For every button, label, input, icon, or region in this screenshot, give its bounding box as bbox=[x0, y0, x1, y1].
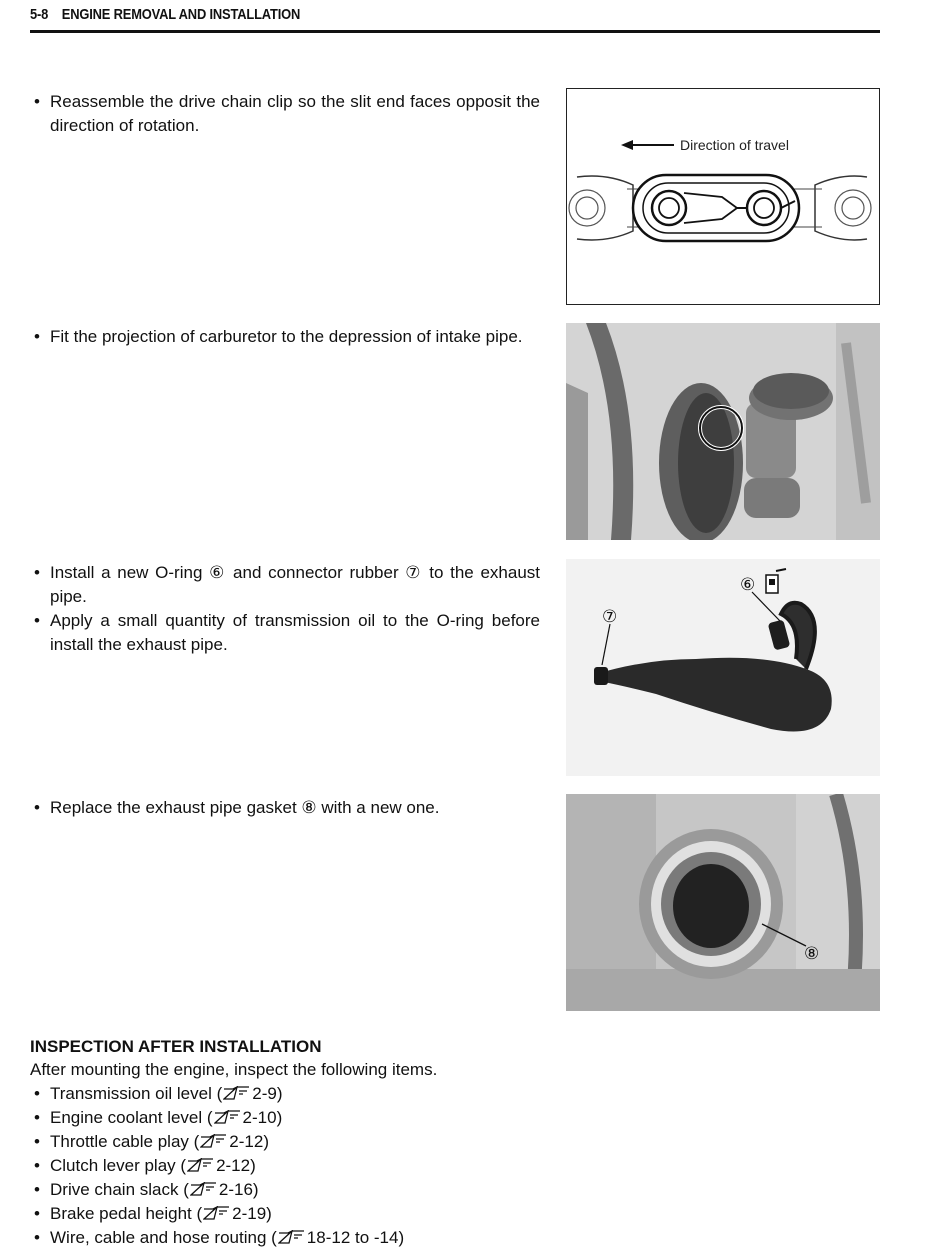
item-text: Engine coolant level ( bbox=[50, 1108, 213, 1127]
carburetor-illustration bbox=[566, 323, 880, 540]
page-header-title: 5-8 ENGINE REMOVAL AND INSTALLATION bbox=[30, 6, 301, 23]
callout-8: ⑧ bbox=[804, 944, 820, 964]
exhaust-port-illustration bbox=[566, 794, 880, 1011]
list-item bbox=[30, 1154, 630, 1178]
inspection-section bbox=[30, 1036, 630, 1250]
inspection-list bbox=[30, 1082, 630, 1250]
exhaust-port-photo bbox=[566, 794, 880, 1011]
direction-of-travel-label: Direction of travel bbox=[680, 137, 789, 153]
reference-hand-icon bbox=[190, 1182, 218, 1196]
inspection-intro: After mounting the engine, inspect the following items. bbox=[30, 1060, 438, 1079]
callout-7: ⑦ bbox=[602, 607, 618, 627]
step-exhaust-oring bbox=[30, 561, 540, 657]
list-item bbox=[30, 1226, 630, 1250]
item-ref: 2-19) bbox=[232, 1204, 272, 1223]
step-text: • Install a new O-ring ⑥ and connector rubber ⑦ to the exhaust pipe. bbox=[30, 561, 540, 609]
reference-hand-icon bbox=[278, 1230, 306, 1244]
item-ref: 18-12 to -14) bbox=[306, 1228, 405, 1247]
page-header bbox=[30, 6, 880, 33]
item-text: Drive chain slack ( bbox=[50, 1180, 189, 1199]
item-ref: 2-12) bbox=[216, 1156, 256, 1175]
item-text: Wire, cable and hose routing ( bbox=[50, 1228, 277, 1247]
list-item bbox=[30, 1130, 630, 1154]
chain-clip-figure bbox=[566, 88, 880, 305]
inspection-title: INSPECTION AFTER INSTALLATION bbox=[30, 1037, 322, 1056]
list-item bbox=[30, 1178, 630, 1202]
exhaust-pipe-photo bbox=[566, 559, 880, 776]
step-carburetor bbox=[30, 325, 540, 349]
step-text: • Fit the projection of carburetor to the depression of intake pipe. bbox=[30, 325, 540, 349]
chain-clip-diagram bbox=[567, 89, 880, 305]
step-text: • Replace the exhaust pipe gasket ⑧ with a new one. bbox=[30, 796, 540, 820]
item-ref: 2-9) bbox=[252, 1084, 283, 1103]
reference-hand-icon bbox=[203, 1206, 231, 1220]
item-text: Transmission oil level ( bbox=[50, 1084, 223, 1103]
item-ref: 2-10) bbox=[242, 1108, 283, 1127]
reference-hand-icon bbox=[214, 1110, 242, 1124]
item-ref: 2-12) bbox=[229, 1132, 269, 1151]
item-text: Clutch lever play ( bbox=[50, 1156, 187, 1175]
list-item bbox=[30, 1106, 630, 1130]
item-text: Brake pedal height ( bbox=[50, 1204, 203, 1223]
item-text: Throttle cable play ( bbox=[50, 1132, 200, 1151]
item-ref: 2-16) bbox=[218, 1180, 259, 1199]
step-chain-clip bbox=[30, 90, 540, 138]
reference-hand-icon bbox=[223, 1086, 251, 1100]
step-exhaust-gasket bbox=[30, 796, 540, 820]
carburetor-photo bbox=[566, 323, 880, 540]
step-text: • Reassemble the drive chain clip so the slit end faces opposit the direction of rotation. bbox=[30, 90, 540, 138]
list-item bbox=[30, 1082, 630, 1106]
step-text: • Apply a small quantity of transmission oil to the O-ring before install the exhaust pipe. bbox=[30, 609, 540, 657]
list-item bbox=[30, 1202, 630, 1226]
exhaust-pipe-illustration bbox=[566, 559, 880, 776]
callout-6: ⑥ bbox=[740, 575, 756, 595]
reference-hand-icon bbox=[187, 1158, 215, 1172]
reference-hand-icon bbox=[200, 1134, 228, 1148]
